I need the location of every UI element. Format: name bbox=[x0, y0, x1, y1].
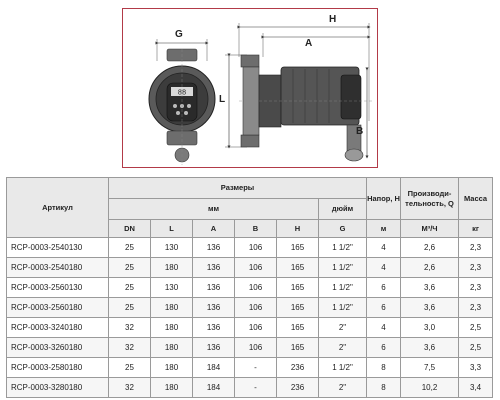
cell-l: 130 bbox=[151, 238, 193, 258]
dim-label-h: H bbox=[329, 14, 337, 25]
header-mass: Масса bbox=[459, 178, 493, 220]
cell-b: 106 bbox=[235, 298, 277, 318]
cell-flow: 3,6 bbox=[401, 278, 459, 298]
cell-a: 136 bbox=[193, 318, 235, 338]
cell-head: 8 bbox=[367, 358, 401, 378]
cell-article: RCP-0003-3280180 bbox=[7, 378, 109, 398]
dim-label-b: B bbox=[356, 126, 364, 137]
cell-head: 8 bbox=[367, 378, 401, 398]
table-row bbox=[7, 258, 493, 278]
cell-article: RCP-0003-2580180 bbox=[7, 358, 109, 378]
cell-a: 136 bbox=[193, 238, 235, 258]
unit-flow: М³/Ч bbox=[401, 220, 459, 238]
header-inch: дюйм bbox=[319, 199, 367, 220]
cell-b: - bbox=[235, 358, 277, 378]
cell-a: 136 bbox=[193, 278, 235, 298]
cell-h: 165 bbox=[277, 338, 319, 358]
cell-article: RCP-0003-3260180 bbox=[7, 338, 109, 358]
cell-h: 236 bbox=[277, 358, 319, 378]
col-h: H bbox=[277, 220, 319, 238]
cell-article: RCP-0003-2560130 bbox=[7, 278, 109, 298]
cell-b: 106 bbox=[235, 338, 277, 358]
cell-a: 136 bbox=[193, 298, 235, 318]
spec-table bbox=[6, 177, 493, 398]
cell-l: 180 bbox=[151, 358, 193, 378]
cell-g: 1 1/2" bbox=[319, 258, 367, 278]
cell-article: RCP-0003-3240180 bbox=[7, 318, 109, 338]
cell-dn: 25 bbox=[109, 258, 151, 278]
cell-g: 2" bbox=[319, 318, 367, 338]
cell-h: 165 bbox=[277, 298, 319, 318]
svg-text:88: 88 bbox=[177, 89, 187, 98]
cell-a: 184 bbox=[193, 378, 235, 398]
cell-article: RCP-0003-2540180 bbox=[7, 258, 109, 278]
cell-l: 180 bbox=[151, 258, 193, 278]
header-mm: мм bbox=[109, 199, 319, 220]
pump-drawing bbox=[122, 8, 378, 168]
cell-mass: 2,5 bbox=[459, 338, 493, 358]
cell-dn: 32 bbox=[109, 338, 151, 358]
cell-h: 165 bbox=[277, 318, 319, 338]
cell-g: 1 1/2" bbox=[319, 238, 367, 258]
cell-head: 6 bbox=[367, 298, 401, 318]
dim-label-a: A bbox=[305, 38, 313, 49]
cell-mass: 2,3 bbox=[459, 298, 493, 318]
cell-h: 165 bbox=[277, 278, 319, 298]
cell-b: 106 bbox=[235, 318, 277, 338]
cell-dn: 25 bbox=[109, 238, 151, 258]
cell-b: 106 bbox=[235, 278, 277, 298]
cell-flow: 3,6 bbox=[401, 338, 459, 358]
cell-flow: 7,5 bbox=[401, 358, 459, 378]
cell-mass: 2,5 bbox=[459, 318, 493, 338]
cell-dn: 32 bbox=[109, 318, 151, 338]
cell-head: 6 bbox=[367, 278, 401, 298]
cell-h: 165 bbox=[277, 238, 319, 258]
table-row bbox=[7, 338, 493, 358]
header-head: Напор, Н bbox=[367, 178, 401, 220]
table-row bbox=[7, 298, 493, 318]
header-flow: Производи- тельность, Q bbox=[401, 178, 459, 220]
table-row bbox=[7, 238, 493, 258]
cell-g: 1 1/2" bbox=[319, 278, 367, 298]
side-view bbox=[225, 23, 373, 161]
table-row bbox=[7, 378, 493, 398]
cell-l: 130 bbox=[151, 278, 193, 298]
cell-l: 180 bbox=[151, 298, 193, 318]
cell-b: 106 bbox=[235, 238, 277, 258]
cell-b: 106 bbox=[235, 258, 277, 278]
cell-mass: 2,3 bbox=[459, 278, 493, 298]
cell-dn: 25 bbox=[109, 298, 151, 318]
table-row bbox=[7, 278, 493, 298]
dim-label-l: L bbox=[219, 94, 226, 105]
cell-b: - bbox=[235, 378, 277, 398]
cell-h: 165 bbox=[277, 258, 319, 278]
cell-g: 1 1/2" bbox=[319, 298, 367, 318]
header-article: Артикул bbox=[7, 178, 109, 238]
cell-g: 2" bbox=[319, 378, 367, 398]
cell-flow: 3,0 bbox=[401, 318, 459, 338]
cell-l: 180 bbox=[151, 318, 193, 338]
table-row bbox=[7, 318, 493, 338]
pump-drawing-svg bbox=[123, 9, 379, 169]
cell-dn: 32 bbox=[109, 378, 151, 398]
cell-flow: 3,6 bbox=[401, 298, 459, 318]
unit-head: м bbox=[367, 220, 401, 238]
cell-a: 136 bbox=[193, 338, 235, 358]
cell-article: RCP-0003-2540130 bbox=[7, 238, 109, 258]
col-g: G bbox=[319, 220, 367, 238]
cell-flow: 10,2 bbox=[401, 378, 459, 398]
cell-head: 4 bbox=[367, 238, 401, 258]
cell-dn: 25 bbox=[109, 358, 151, 378]
front-view bbox=[149, 39, 215, 165]
cell-head: 4 bbox=[367, 318, 401, 338]
cell-head: 4 bbox=[367, 258, 401, 278]
cell-l: 180 bbox=[151, 378, 193, 398]
unit-mass: кг bbox=[459, 220, 493, 238]
col-dn: DN bbox=[109, 220, 151, 238]
bottom-port bbox=[167, 131, 197, 145]
cell-mass: 2,3 bbox=[459, 258, 493, 278]
cell-a: 136 bbox=[193, 258, 235, 278]
col-l: L bbox=[151, 220, 193, 238]
cell-g: 1 1/2" bbox=[319, 358, 367, 378]
cell-article: RCP-0003-2560180 bbox=[7, 298, 109, 318]
col-b: B bbox=[235, 220, 277, 238]
cell-g: 2" bbox=[319, 338, 367, 358]
cell-mass: 3,3 bbox=[459, 358, 493, 378]
cell-flow: 2,6 bbox=[401, 258, 459, 278]
table-row bbox=[7, 358, 493, 378]
cell-h: 236 bbox=[277, 378, 319, 398]
cell-head: 6 bbox=[367, 338, 401, 358]
col-a: A bbox=[193, 220, 235, 238]
cell-flow: 2,6 bbox=[401, 238, 459, 258]
cell-l: 180 bbox=[151, 338, 193, 358]
cell-dn: 25 bbox=[109, 278, 151, 298]
cell-mass: 2,3 bbox=[459, 238, 493, 258]
dim-label-g: G bbox=[175, 29, 183, 40]
header-sizes: Размеры bbox=[109, 178, 367, 199]
cell-a: 184 bbox=[193, 358, 235, 378]
cell-mass: 3,4 bbox=[459, 378, 493, 398]
